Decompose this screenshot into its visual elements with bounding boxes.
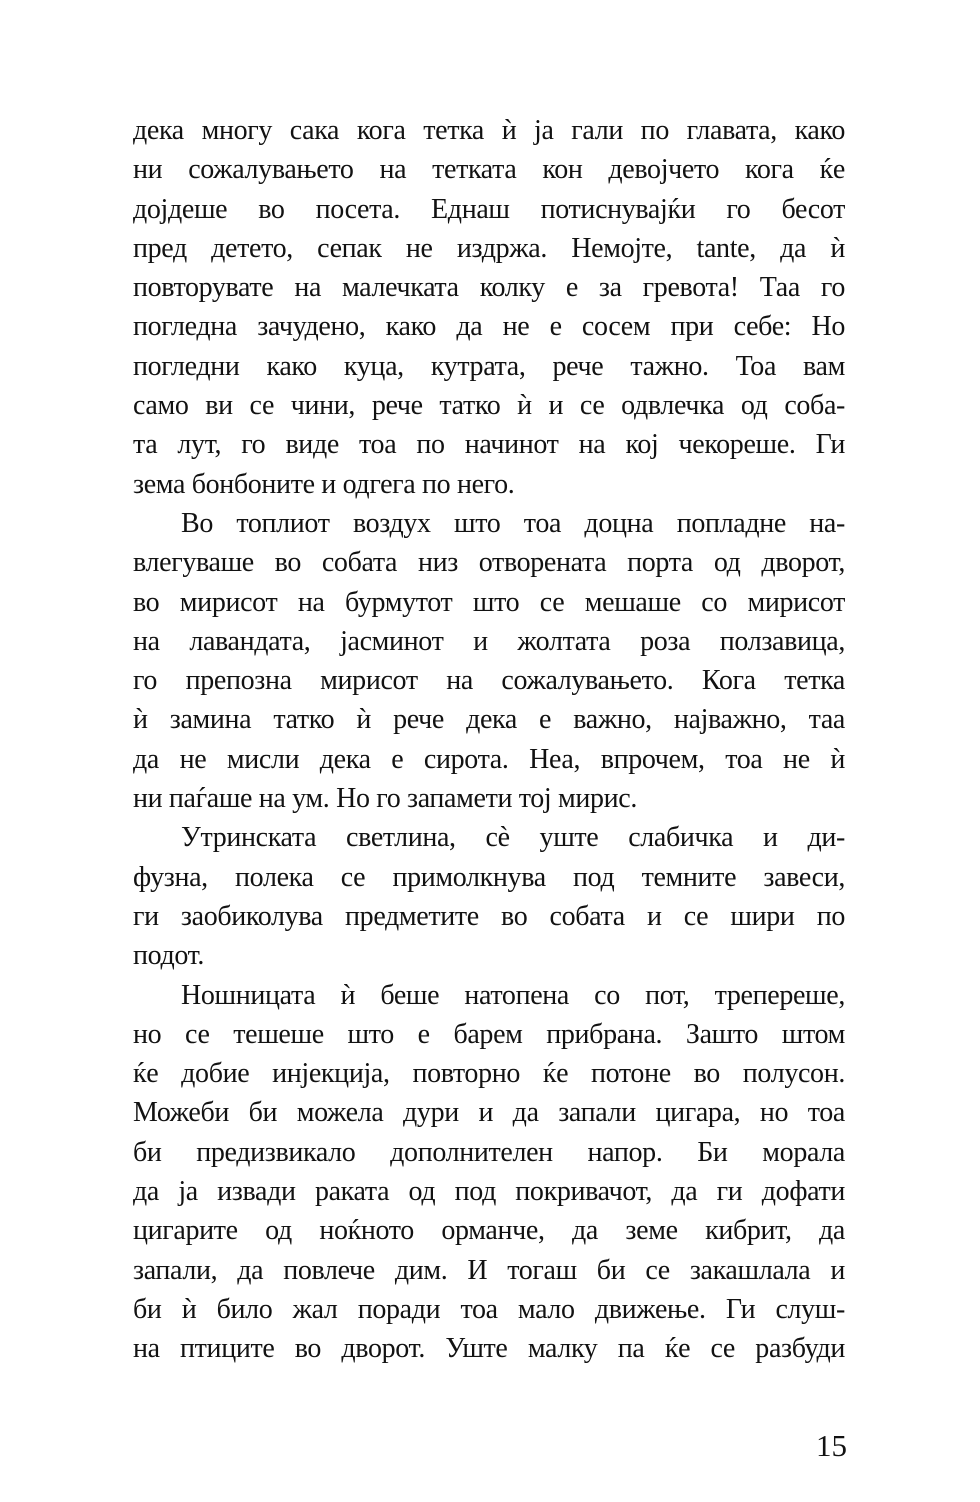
text-line: ќе добие инјекција, повторно ќе потоне во полусон. <box>133 1058 845 1090</box>
text-line: во мирисот на бурмутот што се мешаше со мирисот <box>133 586 845 618</box>
text-line: на лавандата, јасминот и жолтата роза ползавица, <box>133 625 845 657</box>
text-line: зема бонбоните и одгега по него. <box>133 468 515 500</box>
text-line: та лут, го виде тоа по начинот на кој чекореше. Ги <box>133 429 845 461</box>
text-line: погледна зачудено, како да не е сосем при себе: Но <box>133 311 845 343</box>
paragraph <box>133 504 845 818</box>
text-line: погледни како куца, кутрата, рече тажно. Тоа вам <box>133 350 845 382</box>
text-line: дека многу сака кога тетка ѝ ја гали по главата, како <box>133 115 845 146</box>
text-line: дојдеше во посета. Еднаш потиснувајќи го бесот <box>133 193 845 225</box>
text-line: цигарите од ноќното орманче, да земе кибрит, да <box>133 1215 845 1247</box>
text-line: запали, да повлече дим. И тогаш би се закашлала и <box>133 1254 845 1286</box>
text-line: ни сожалувањето на тетката кон девојчето кога ќе <box>133 154 845 186</box>
paragraph <box>133 111 845 504</box>
text-line: да не мисли дека е сирота. Неа, впрочем, тоа не ѝ <box>133 743 845 775</box>
text-line: фузна, полека се примолкнува под темните завеси, <box>133 861 845 893</box>
paragraph <box>133 976 845 1369</box>
text-line: пред детето, сепак не издржа. Немојте, tante, да ѝ <box>133 232 845 264</box>
text-line: да ја извади раката од под покривачот, да ги дофати <box>133 1176 845 1208</box>
text-line: само ви се чини, рече татко ѝ и се одвлечка од соба- <box>133 390 845 422</box>
text-line: би предизвикало дополнителен напор. Би морала <box>133 1136 845 1168</box>
text-line: Ношницата ѝ беше натопена со пот, трепереше, <box>181 979 845 1011</box>
text-line: ги заобиколува предметите во собата и се шири по <box>133 900 845 932</box>
text-block <box>133 111 845 1369</box>
text-line: би ѝ било жал поради тоа мало движење. Ги слуш- <box>133 1293 845 1325</box>
page-number: 15 <box>816 1428 847 1463</box>
text-line: го препозна мирисот на сожалувањето. Кога тетка <box>133 665 845 697</box>
text-line: подот. <box>133 940 205 972</box>
text-line: но се тешеше што е барем прибрана. Зашто штом <box>133 1018 845 1050</box>
text-line: Утринската светлина, сè уште слабичка и ди- <box>181 822 845 854</box>
text-line: повторувате на малечката колку е за гревота! Таа го <box>133 272 845 304</box>
text-line: Можеби би можела дури и да запали цигара, но тоа <box>133 1097 845 1129</box>
text-line: влегуваше во собата низ отворената порта од дворот, <box>133 547 845 579</box>
text-line: ни паѓаше на ум. Но го запамети тој мирис. <box>133 783 638 815</box>
text-line: ѝ замина татко ѝ рече дека е важно, најважно, таа <box>133 704 845 736</box>
text-line: на птиците во дворот. Уште малку па ќе се разбуди <box>133 1333 845 1365</box>
paragraph <box>133 818 845 975</box>
text-line: Во топлиот воздух што тоа доцна попладне на- <box>181 507 845 539</box>
